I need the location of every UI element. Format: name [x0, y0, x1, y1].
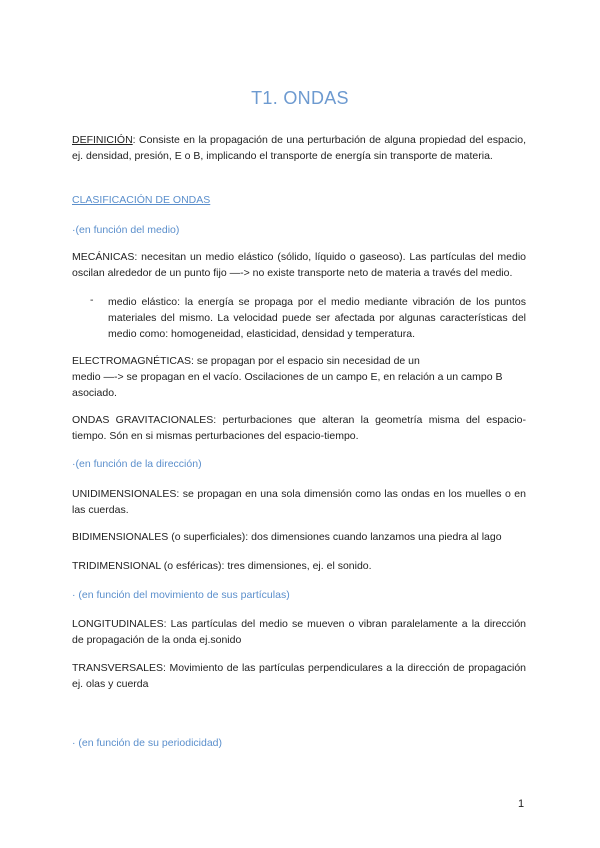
bidimensional-paragraph: BIDIMENSIONALES (o superficiales): dos dimensiones cuando lanzamos una piedra al lago [72, 531, 502, 543]
classification-heading: CLASIFICACIÓN DE ONDAS [72, 194, 211, 206]
elastic-medium-text: medio elástico: la energía se propaga por el medio mediante vibración de los puntos materiales del mismo. La velocidad puede ser afectada por algunas características del medio como: homogeneidad, elasticidad, densidad y temperatura. [108, 296, 526, 340]
definition-paragraph [72, 132, 526, 164]
direction-heading: ·(en función de la dirección) [72, 458, 202, 470]
unidimensional-paragraph: UNIDIMENSIONALES: se propagan en una sola dimensión como las ondas en los muelles o en las cuerdas. [72, 488, 526, 516]
gravitational-waves-paragraph: ONDAS GRAVITACIONALES: perturbaciones que alteran la geometría misma del espacio-tiempo. Són en si mismas perturbaciones del espacio-tiempo. [72, 414, 526, 442]
tridimensional-paragraph: TRIDIMENSIONAL (o esféricas): tres dimensiones, ej. el sonido. [72, 560, 372, 572]
page-title: T1. ONDAS [251, 88, 349, 108]
transversal-paragraph: TRANSVERSALES: Movimiento de las partículas perpendiculares a la dirección de propagación ej. olas y cuerda [72, 662, 526, 690]
medium-heading: ·(en función del medio) [72, 224, 180, 236]
page-number: 1 [518, 798, 525, 810]
mechanical-waves-paragraph: MECÁNICAS: necesitan un medio elástico (sólido, líquido o gaseoso). Las partículas del medio oscilan alrededor de un punto fijo —-> no existe transporte neto de materia a través del medio. [72, 251, 526, 279]
definition-text: : Consiste en la propagación de una perturbación de alguna propiedad del espacio, ej. densidad, presión, E o B, implicando el transporte de energía sin transporte de materia. [72, 134, 526, 162]
electromagnetic-line1: ELECTROMAGNÉTICAS: se propagan por el espacio sin necesidad de un [72, 355, 420, 367]
movement-heading: · (en función del movimiento de sus partículas) [72, 589, 290, 601]
list-bullet: - [90, 294, 94, 306]
periodicity-heading: · (en función de su periodicidad) [72, 737, 223, 749]
elastic-medium-list-item [0, 294, 600, 342]
electromagnetic-line2: medio —-> se propagan en el vacío. Oscilaciones de un campo E, en relación a un campo B asociado. [72, 371, 503, 399]
definition-label: DEFINICIÓN [72, 134, 133, 146]
longitudinal-paragraph: LONGITUDINALES: Las partículas del medio se mueven o vibran paralelamente a la dirección de propagación de la onda ej.sonido [72, 618, 526, 646]
